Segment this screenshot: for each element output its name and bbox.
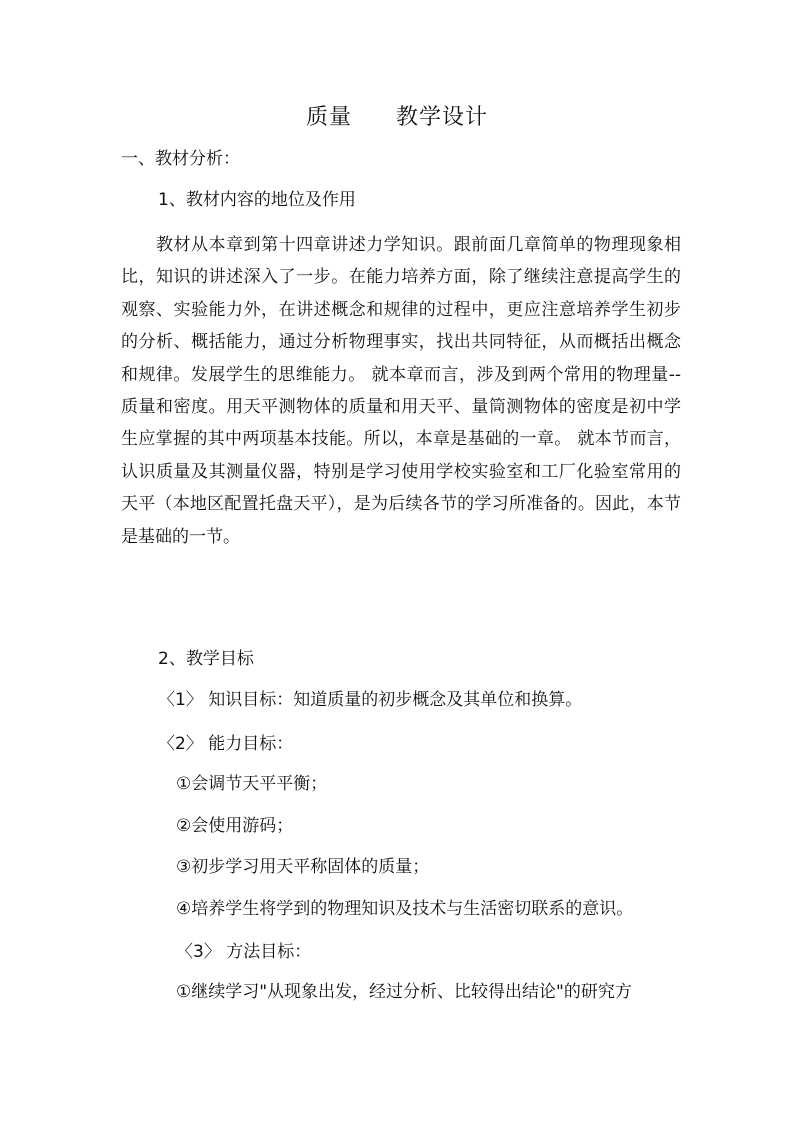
goal-ability: 〈2〉 能力目标： [158, 734, 294, 754]
list-item-research-method: ①继续学习"从现象出发，经过分析、比较得出结论"的研究方 [176, 982, 632, 1002]
list-item-rider-use: ②会使用游码； [176, 816, 294, 836]
goal-method: 〈3〉 方法目标： [176, 942, 312, 962]
document-title [0, 100, 794, 136]
list-item-life-connection: ④培养学生将学到的物理知识及技术与生活密切联系的意识。 [176, 899, 634, 919]
body-paragraph: 教材从本章到第十四章讲述力学知识。跟前面几章简单的物理现象相比，知识的讲述深入了一步。在能力培养方面，除了继续注意提高学生的观察、实验能力外，在讲述概念和规律的过程中，更应注意培养学生初步的分析、概括能力，通过分析物理事实，找出共同特征，从而概括出概念和规律。发展学生的思维能力。 就本章而言，涉及到两个常用的物理量--质量和密度。用天平测物体的质量和用天平、量筒测物体的密度是初中学生应掌握的其中两项基本技能。所以，本章是基础的一章。 就本节而言，认识质量及其测量仪器，特别是学习使用学校实验室和工厂化验室常用的天平（本地区配置托盘天平），是为后续各节的学习所准备的。因此，本节是基础的一节。 [121, 235, 681, 547]
list-item-balance-adjust: ①会调节天平平衡； [176, 774, 328, 794]
title-part-2: 教学设计 [396, 105, 489, 130]
subheading-content-role: 1、教材内容的地位及作用 [158, 190, 356, 210]
section-heading-textbook-analysis: 一、教材分析： [121, 149, 240, 169]
subheading-teaching-goals: 2、教学目标 [158, 649, 254, 669]
goal-knowledge: 〈1〉 知识目标：知道质量的初步概念及其单位和换算。 [158, 690, 583, 710]
title-part-1: 质量 [305, 105, 352, 130]
list-item-weigh-solid: ③初步学习用天平称固体的质量； [176, 857, 430, 877]
